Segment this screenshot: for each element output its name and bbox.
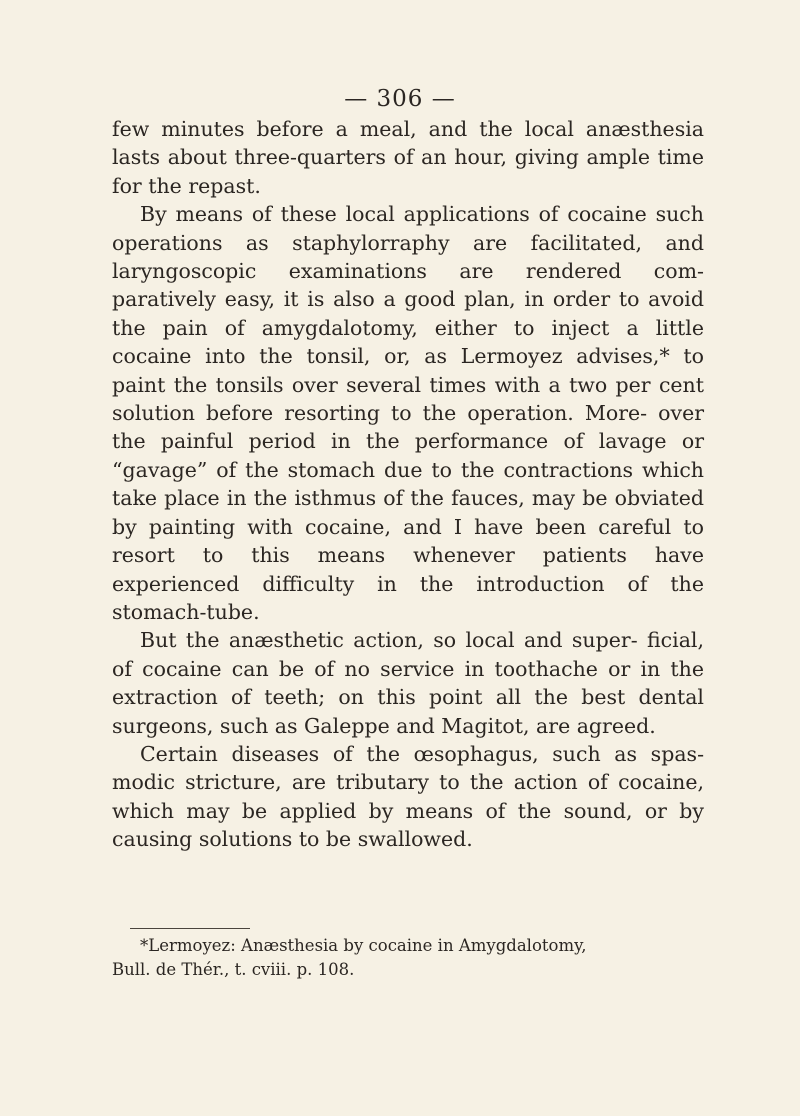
paragraph-local-applications: By means of these local applications of cocaine such operations as staphylorraphy are facilitated, and laryngoscopic examinations are rendered com- paratively easy, it is also a good plan, in order to avoid the pain of amygdalotomy, either to inject a little cocaine into the tonsil, or, as Lermoyez advises,* to paint the tonsils over several times with a two per cent solution before resorting to the operation. More- over the painful period in the performance of lavage or “gavage” of the stomach due to the contractions which take place in the isthmus of the fauces, may be obviated by painting with cocaine, and I have been careful to resort to this means whenever patients have experienced difficulty in the introduction of the stomach-tube. [112,202,704,624]
footnote-line-2: Bull. de Thér., t. cviii. p. 108. [112,960,355,979]
footnote-line-1: *Lermoyez: Anæsthesia by cocaine in Amygdalotomy, [140,936,587,955]
paragraph-continued: few minutes before a meal, and the local anæsthesia lasts about three-quarters of an hour, giving ample time for the repast. [112,117,704,198]
body-text [112,115,704,854]
paragraph-oesophagus: Certain diseases of the œsophagus, such as spas- modic stricture, are tributary to the action of cocaine, which may be applied by means of the sound, or by causing solutions to be swallowed. [112,741,704,852]
footnote-divider [130,928,250,929]
paragraph-anaesthetic-action: But the anæsthetic action, so local and super- ficial, of cocaine can be of no service in toothache or in the extraction of teeth; on this point all the best dental surgeons, such as Galeppe and Magitot, are agreed. [112,628,704,738]
footnote [112,934,704,982]
page-number: — 306 — [344,86,456,112]
